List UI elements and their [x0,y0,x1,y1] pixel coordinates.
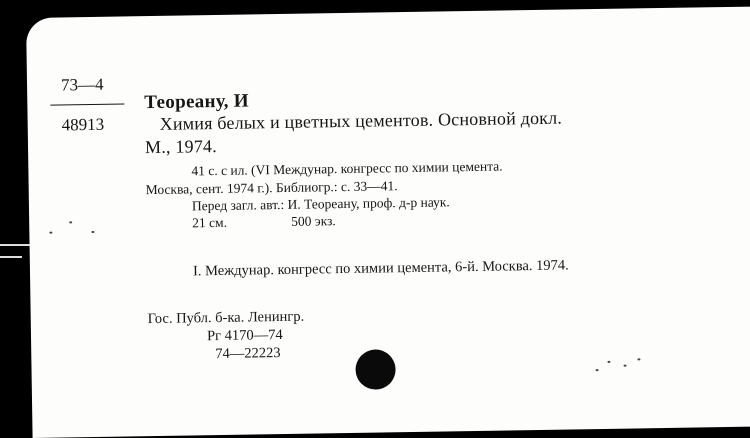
library-code: Рг 4170—74 [206,327,283,345]
speck [596,369,599,371]
speck [49,232,52,234]
author-heading: Теореану, И [144,90,250,114]
call-number-rule [50,103,124,105]
scan-edge-mark-left-2 [0,256,22,258]
speck [637,358,640,360]
catalog-card [26,7,750,438]
tracing-line: I. Междунар. конгресс по химии цемента, 6-й. Москва. 1974. [192,257,569,280]
collation-line-1: 41 с. с ил. (VI Междунар. конгресс по химии цемента. [191,158,503,179]
speck [624,365,627,367]
scan-edge-mark-left [0,244,30,246]
punch-hole [355,349,396,390]
speck [607,361,610,363]
library-name: Гос. Публ. б-ка. Ленингр. [147,308,305,328]
library-number: 74—22223 [215,345,281,363]
title-line-2: М., 1974. [144,136,218,158]
size-note: 21 см. [192,214,228,231]
collation-line-2: Москва, сент. 1974 г.). Библиогр.: с. 33—41. [145,178,398,198]
copies-note: 500 экз. [291,213,336,229]
call-number-bottom: 48913 [61,114,105,135]
title-line-1: Химия белых и цветных цементов. Основной докл. [159,107,563,134]
speck [69,221,72,223]
note-line: Перед загл. авт.: И. Теореану, проф. д-р наук. [191,194,450,214]
call-number-top: 73—4 [60,74,104,95]
speck [91,231,94,233]
